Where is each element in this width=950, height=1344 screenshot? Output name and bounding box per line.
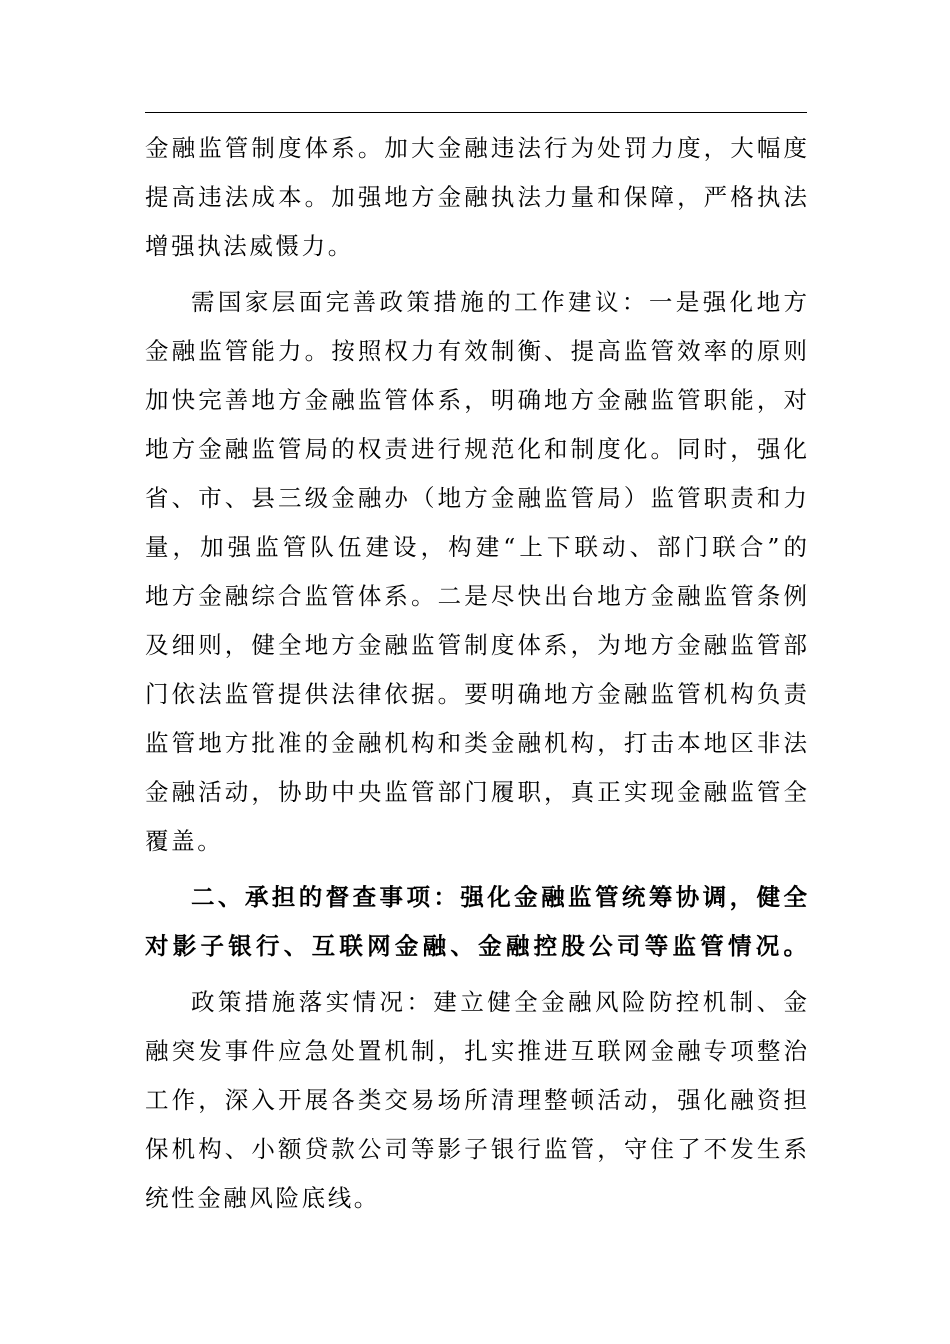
section-heading-line: 二、承担的督查事项：强化金融监管统筹协调，健全 (191, 883, 807, 911)
paragraph-line: 量，加强监管队伍建设，构建“上下联动、部门联合”的 (145, 533, 807, 561)
paragraph-line: 融突发事件应急处置机制，扎实推进互联网金融专项整治 (145, 1037, 807, 1065)
paragraph-line: 监管地方批准的金融机构和类金融机构，打击本地区非法 (145, 729, 807, 757)
paragraph-line: 加快完善地方金融监管体系，明确地方金融监管职能，对 (145, 386, 807, 414)
paragraph-line: 提高违法成本。加强地方金融执法力量和保障，严格执法 (145, 183, 807, 211)
paragraph-line: 保机构、小额贷款公司等影子银行监管，守住了不发生系 (145, 1135, 807, 1163)
paragraph-line: 金融监管能力。按照权力有效制衡、提高监管效率的原则 (145, 337, 807, 365)
paragraph-line: 增强执法威慑力。 (145, 232, 354, 260)
paragraph-line: 及细则，健全地方金融监管制度体系，为地方金融监管部 (145, 631, 807, 659)
paragraph-line: 需国家层面完善政策措施的工作建议：一是强化地方 (191, 288, 807, 316)
paragraph-line: 金融活动，协助中央监管部门履职，真正实现金融监管全 (145, 778, 807, 806)
paragraph-line: 省、市、县三级金融办（地方金融监管局）监管职责和力 (145, 484, 807, 512)
paragraph-line: 金融监管制度体系。加大金融违法行为处罚力度，大幅度 (145, 134, 807, 162)
paragraph-line: 地方金融监管局的权责进行规范化和制度化。同时，强化 (145, 435, 807, 463)
paragraph-line: 政策措施落实情况：建立健全金融风险防控机制、金 (191, 988, 807, 1016)
header-rule (145, 112, 807, 113)
paragraph-line: 覆盖。 (145, 827, 224, 855)
section-heading-line: 对影子银行、互联网金融、金融控股公司等监管情况。 (145, 932, 807, 960)
paragraph-line: 地方金融综合监管体系。二是尽快出台地方金融监管条例 (145, 582, 807, 610)
paragraph-line: 门依法监管提供法律依据。要明确地方金融监管机构负责 (145, 680, 807, 708)
paragraph-line: 统性金融风险底线。 (145, 1184, 380, 1212)
paragraph-line: 工作，深入开展各类交易场所清理整顿活动，强化融资担 (145, 1086, 807, 1114)
